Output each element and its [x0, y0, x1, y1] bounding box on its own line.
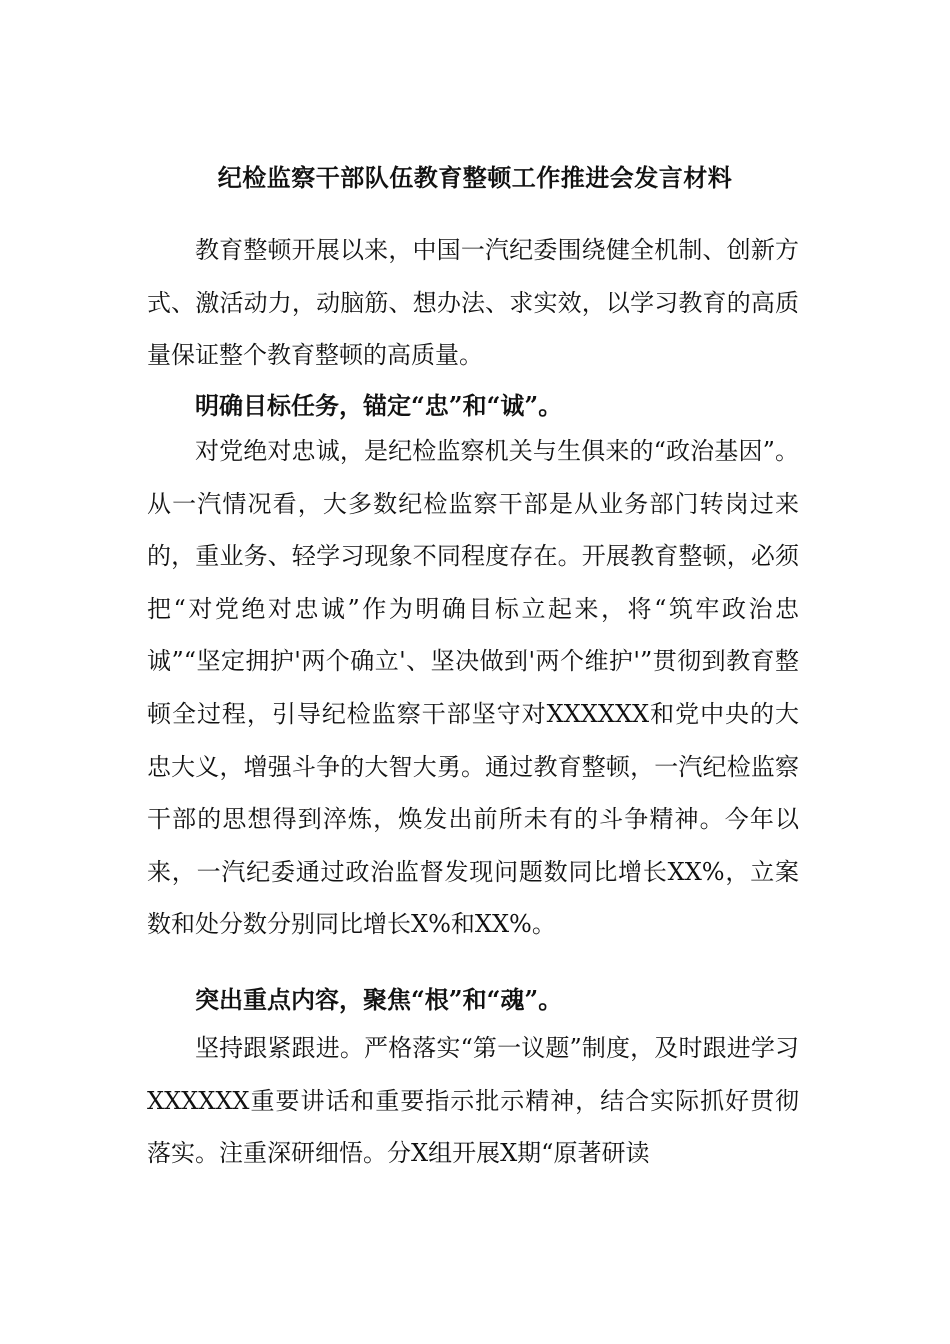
intro-paragraph: 教育整顿开展以来，中国一汽纪委围绕健全机制、创新方式、激活动力，动脑筋、想办法、求实效，以学习教育的高质量保证整个教育整顿的高质量。	[147, 236, 799, 370]
document-title: 纪检监察干部队伍教育整顿工作推进会发言材料	[217, 163, 733, 192]
section-heading-1: 明确目标任务，锚定“忠”和“诚”。	[195, 391, 563, 420]
section-heading-2: 突出重点内容，聚焦“根”和“魂”。	[195, 985, 563, 1014]
section-2-paragraph: 坚持跟紧跟进。严格落实“第一议题”制度，及时跟进学习XXXXXX重要讲话和重要指示批示精神，结合实际抓好贯彻落实。注重深研细悟。分X组开展X期“原著研读	[147, 1034, 799, 1168]
section-1-paragraph: 对党绝对忠诚，是纪检监察机关与生俱来的“政治基因”。从一汽情况看，大多数纪检监察干部是从业务部门转岗过来的，重业务、轻学习现象不同程度存在。开展教育整顿，必须把“对党绝对忠诚”作为明确目标立起来，将“筑牢政治忠诚”“坚定拥护'两个确立'、坚决做到'两个维护'”贯彻到教育整顿全过程，引导纪检监察干部坚守对XXXXXX和党中央的大忠大义，增强斗争的大智大勇。通过教育整顿，一汽纪检监察干部的思想得到淬炼，焕发出前所未有的斗争精神。今年以来，一汽纪委通过政治监督发现问题数同比增长XX%，立案数和处分数分别同比增长X%和XX%。	[147, 437, 799, 939]
